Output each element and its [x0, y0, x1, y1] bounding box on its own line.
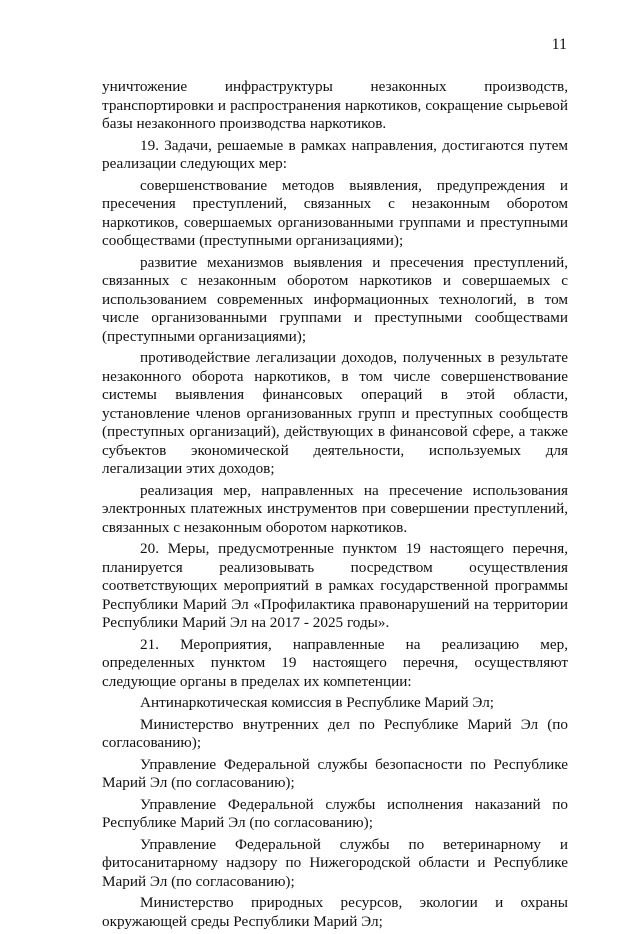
paragraph-org-fsb: Управление Федеральной службы безопасности по Республике Марий Эл (по согласованию);: [102, 755, 568, 791]
paragraph-org-ministry: Министерство природных ресурсов, экологии и охраны окружающей среды Республики Марий Эл;: [102, 894, 568, 930]
paragraph-continuation: уничтожение инфраструктуры незаконных производств, транспортировки и распространения наркотиков, сокращение сырьевой базы незаконного производства наркотиков.: [102, 78, 568, 132]
paragraph-measure-methods: совершенствование методов выявления, предупреждения и пресечения преступлений, связанных с незаконным оборотом наркотиков, совершаемых организованными группами и преступными сообществами (преступными организациями);: [102, 176, 568, 249]
paragraph-org-vet: Управление Федеральной службы по ветеринарному и фитосанитарному надзору по Нижегородской области и Республике Марий Эл (по согласованию);: [102, 835, 568, 890]
page-number: 11: [551, 36, 567, 53]
paragraph-org-mvd: Министерство внутренних дел по Республике Марий Эл (по согласованию);: [102, 715, 568, 751]
paragraph-measure-mechanisms: развитие механизмов выявления и пресечения преступлений, связанных с незаконным оборотом наркотиков и совершаемых с использованием современных информационных технологий, в том числе организованными группами и преступными сообществами (преступными организациями);: [102, 253, 568, 345]
paragraph-item-21: 21. Мероприятия, направленные на реализацию мер, определенных пунктом 19 настоящего перечня, осуществляют следующие органы в пределах их компетенции:: [102, 635, 568, 690]
document-body: [102, 78, 568, 934]
paragraph-org-fsin: Управление Федеральной службы исполнения наказаний по Республике Марий Эл (по согласованию);: [102, 795, 568, 831]
paragraph-measure-payments: реализация мер, направленных на пресечение использования электронных платежных инструментов при совершении преступлений, связанных с незаконным оборотом наркотиков.: [102, 481, 568, 536]
paragraph-item-20: 20. Меры, предусмотренные пунктом 19 настоящего перечня, планируется реализовывать посредством осуществления соответствующих мероприятий в рамках государственной программы Республики Марий Эл «Профилактика правонарушений на территории Республики Марий Эл на 2017 - 2025 годы».: [102, 540, 568, 631]
paragraph-org-commission: Антинаркотическая комиссия в Республике Марий Эл;: [140, 694, 495, 711]
paragraph-measure-legalization: противодействие легализации доходов, полученных в результате незаконного оборота наркотиков, в том числе совершенствование системы выявления финансовых операций в этой области, установление членов организованных групп и преступных сообществ (преступных организаций), действующих в финансовой сфере, а также субъектов экономической деятельности, используемых для легализации этих доходов;: [102, 349, 568, 477]
paragraph-item-19: 19. Задачи, решаемые в рамках направления, достигаются путем реализации следующих мер:: [102, 136, 568, 172]
